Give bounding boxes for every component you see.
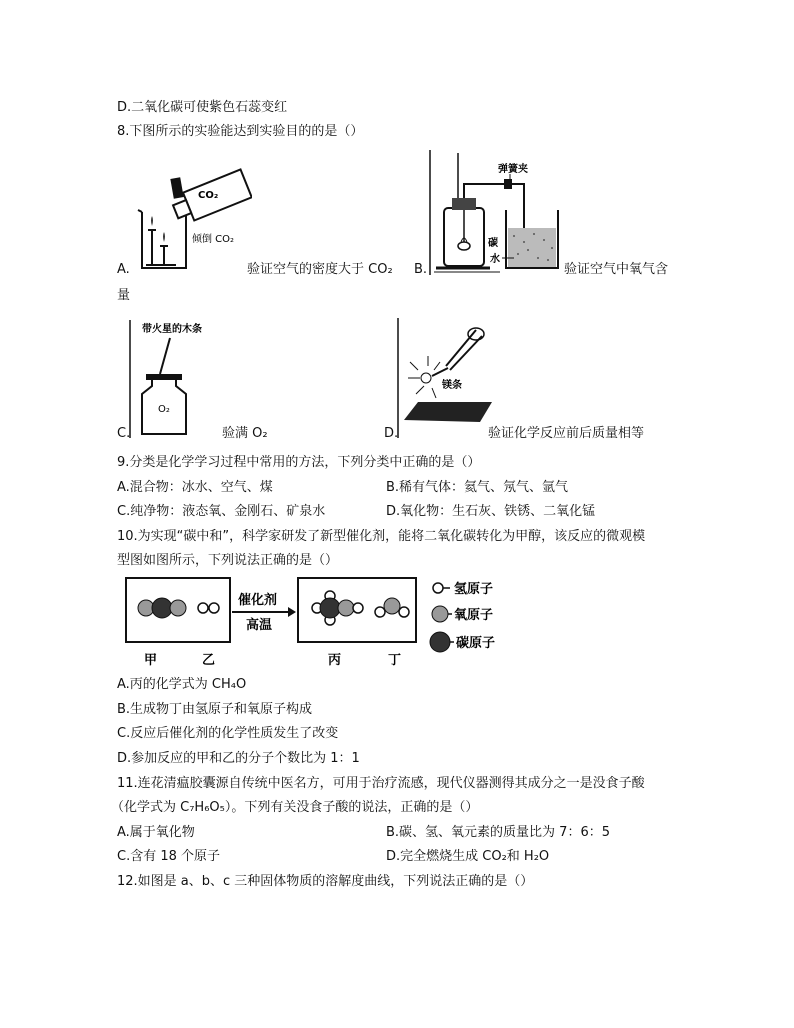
q9-option-d: D.氧化物：生石灰、铁锈、二氧化锰 (386, 504, 596, 519)
legend-carbon: 碳原子 (456, 636, 496, 651)
q11-stem-line2: （化学式为 C₇H₆O₅）。下列有关没食子酸的说法，正确的是（） (111, 800, 479, 815)
figure-d-magnesium-burning (396, 318, 496, 438)
figure-d-ribbon-label: 镁条 (442, 380, 462, 391)
q11-option-d: D.完全燃烧生成 CO₂和 H₂O (386, 849, 550, 864)
q8-option-a-prefix: A. (117, 262, 130, 277)
figure-a-pour-co2 (132, 160, 252, 272)
q8-option-c-text: 验满 O₂ (222, 426, 268, 441)
q8-option-d-text: 验证化学反应前后质量相等 (488, 426, 645, 441)
figure-c-splint-label: 带火星的木条 (142, 324, 202, 335)
q8-option-c-prefix: C. (117, 426, 131, 441)
q7-option-d: D.二氧化碳可使紫色石蕊变红 (117, 100, 288, 115)
figure-c-gas-label: O₂ (158, 404, 170, 415)
reaction-catalyst-label: 催化剂 (238, 593, 278, 608)
q11-option-c: C.含有 18 个原子 (117, 849, 221, 864)
q10-option-d: D.参加反应的甲和乙的分子个数比为 1：1 (117, 751, 360, 766)
figure-reaction-model (120, 574, 520, 670)
legend-oxygen: 氧原子 (454, 608, 494, 623)
figure-a-bottle-label: CO₂ (198, 190, 219, 201)
q8-option-b-text-cont: 量 (117, 288, 131, 303)
q8-option-d-prefix: D. (384, 426, 399, 441)
legend-hydrogen: 氢原子 (454, 582, 494, 597)
q9-option-c: C.纯净物：液态氧、金刚石、矿泉水 (117, 504, 326, 519)
q8-option-a-text: 验证空气的密度大于 CO₂ (247, 262, 393, 277)
q9-option-a: A.混合物：冰水、空气、煤 (117, 480, 273, 495)
reaction-condition-label: 高温 (246, 618, 273, 633)
q10-option-c: C.反应后催化剂的化学性质发生了改变 (117, 726, 339, 741)
reactant1-label: 甲 (144, 653, 158, 668)
figure-a-caption: 倾倒 CO₂ (192, 234, 235, 245)
product2-label: 丁 (388, 653, 402, 668)
q11-option-b: B.碳、氢、氧元素的质量比为 7：6：5 (386, 825, 610, 840)
figure-b-oxygen-content (428, 150, 566, 275)
figure-b-carbon-label: 碳 (488, 238, 498, 249)
q8-stem: 8.下图所示的实验能达到实验目的的是（） (117, 124, 364, 139)
q10-option-a: A.丙的化学式为 CH₄O (117, 677, 247, 692)
product1-label: 丙 (328, 653, 342, 668)
reactant2-label: 乙 (202, 653, 216, 668)
q10-option-b: B.生成物丁由氢原子和氧原子构成 (117, 702, 313, 717)
q8-option-b-prefix: B. (414, 262, 428, 277)
figure-b-water-label: 水 (490, 254, 500, 265)
q12-stem: 12.如图是 a、b、c 三种固体物质的溶解度曲线，下列说法正确的是（） (117, 874, 534, 889)
figure-b-clip-label: 弹簧夹 (498, 164, 528, 175)
q10-stem-line1: 10.为实现“碳中和”，科学家研发了新型催化剂，能将二氧化碳转化为甲醇，该反应的微观模 (117, 529, 646, 544)
q11-stem-line1: 11.连花清瘟胶囊源自传统中医名方，可用于治疗流感，现代仪器测得其成分之一是没食子酸 (117, 776, 645, 791)
q11-option-a: A.属于氧化物 (117, 825, 195, 840)
q9-option-b: B.稀有气体：氦气、氖气、氩气 (386, 480, 569, 495)
q9-stem: 9.分类是化学学习过程中常用的方法，下列分类中正确的是（） (117, 455, 481, 470)
figure-c-oxygen-full-test (128, 316, 220, 438)
q8-option-b-text: 验证空气中氧气含 (564, 262, 669, 277)
q10-stem-line2: 型图如图所示，下列说法正确的是（） (117, 553, 339, 568)
